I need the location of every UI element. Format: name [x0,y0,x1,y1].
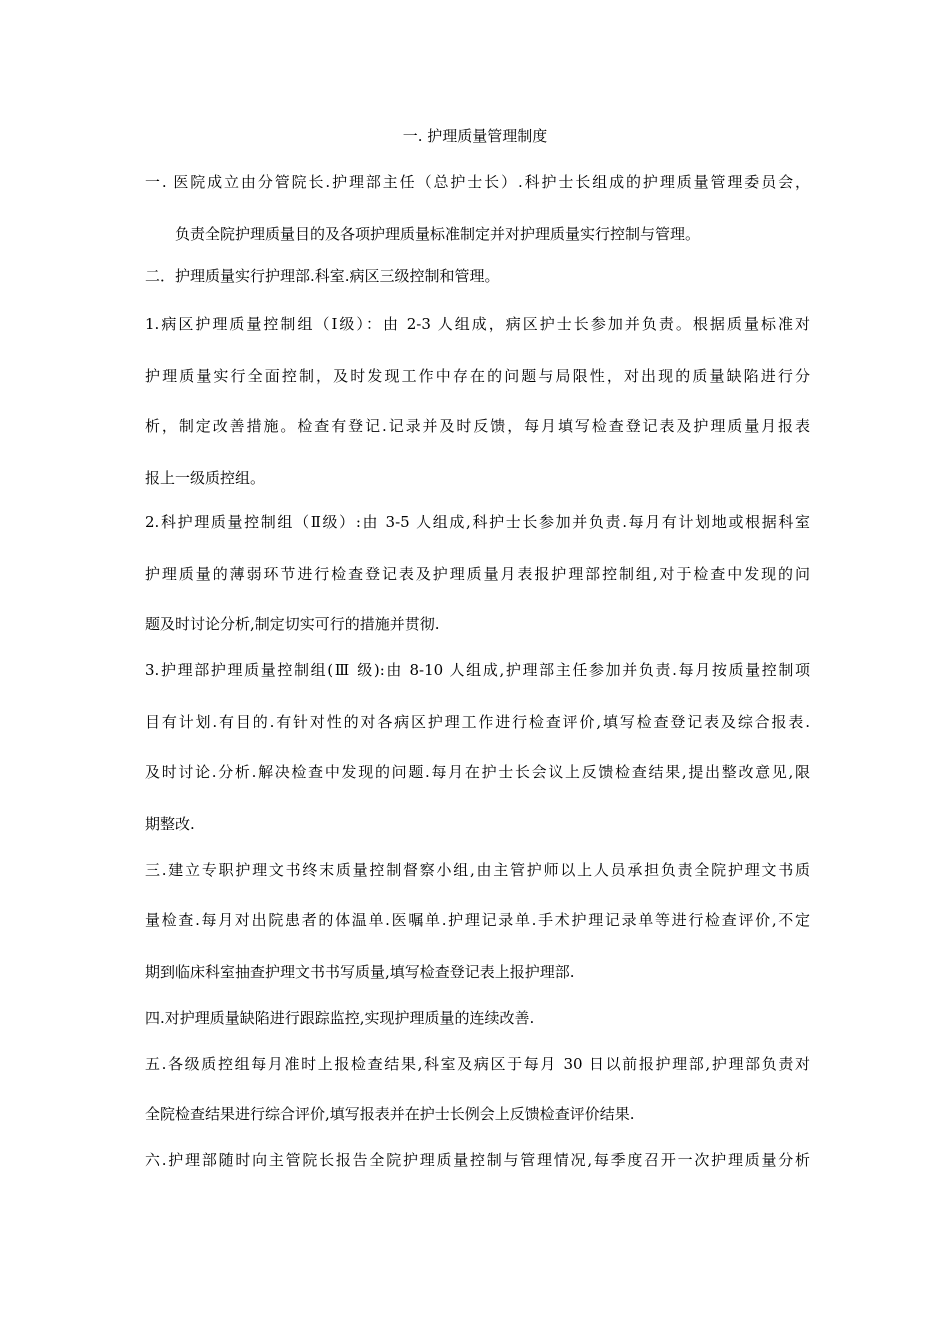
item-3-line-1: 3.护理部护理质量控制组(Ⅲ 级):由 8-10 人组成,护理部主任参加并负责.每月按质量控制项 [145,661,810,679]
document-title: 一. 护理质量管理制度 [402,127,548,145]
item-3-line-2: 目有计划.有目的.有针对性的对各病区护理工作进行检查评价,填写检查登记表及综合报表. [145,713,810,731]
paragraph-2-line-1: 二．护理质量实行护理部.科室.病区三级控制和管理。 [145,267,500,285]
item-2-line-3: 题及时讨论分析,制定切实可行的措施并贯彻. [145,615,440,633]
paragraph-6-line-1: 六.护理部随时向主管院长报告全院护理质量控制与管理情况,每季度召开一次护理质量分析 [145,1151,810,1169]
paragraph-4-line-1: 四.对护理质量缺陷进行跟踪监控,实现护理质量的连续改善. [145,1009,535,1027]
paragraph-5-line-1: 五.各级质控组每月准时上报检查结果,科室及病区于每月 30 日以前报护理部,护理部负责对 [145,1055,810,1073]
paragraph-3-line-3: 期到临床科室抽查护理文书书写质量,填写检查登记表上报护理部. [145,963,575,981]
item-2-line-1: 2.科护理质量控制组（Ⅱ级）:由 3-5 人组成,科护士长参加并负责.每月有计划地或根据科室 [145,513,810,531]
item-2-line-2: 护理质量的薄弱环节进行检查登记表及护理质量月表报护理部控制组,对于检查中发现的问 [145,565,810,583]
item-3-line-3: 及时讨论.分析.解决检查中发现的问题.每月在护士长会议上反馈检查结果,提出整改意见,限 [145,763,810,781]
paragraph-3-line-1: 三.建立专职护理文书终末质量控制督察小组,由主管护师以上人员承担负责全院护理文书质 [145,861,810,879]
paragraph-3-line-2: 量检查.每月对出院患者的体温单.医嘱单.护理记录单.手术护理记录单等进行检查评价,不定 [145,911,810,929]
item-1-line-1: 1.病区护理质量控制组（Ⅰ级）：由 2-3 人组成，病区护士长参加并负责。根据质量标准对 [145,315,810,333]
item-1-line-3: 析，制定改善措施。检查有登记.记录并及时反馈，每月填写检查登记表及护理质量月报表 [145,417,810,435]
paragraph-5-line-2: 全院检查结果进行综合评价,填写报表并在护士长例会上反馈检查评价结果. [145,1105,635,1123]
item-1-line-4: 报上一级质控组。 [145,469,266,487]
item-1-line-2: 护理质量实行全面控制，及时发现工作中存在的问题与局限性，对出现的质量缺陷进行分 [145,367,810,385]
item-3-line-4: 期整改. [145,815,195,833]
paragraph-1-line-2: 负责全院护理质量目的及各项护理质量标准制定并对护理质量实行控制与管理。 [175,225,701,243]
paragraph-1-line-1: 一. 医院成立由分管院长.护理部主任（总护士长）.科护士长组成的护理质量管理委员会， [145,173,810,191]
